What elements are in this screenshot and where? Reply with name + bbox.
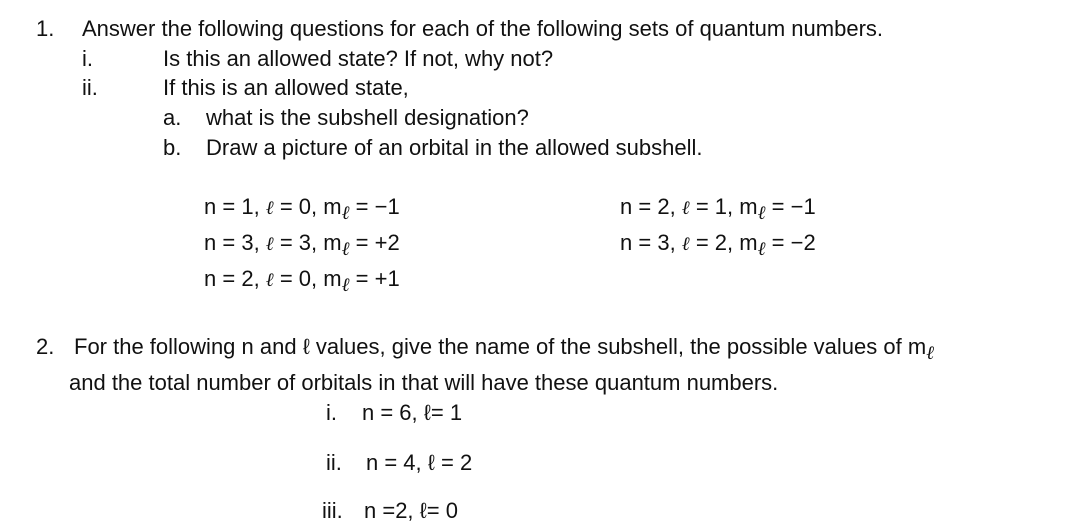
q1-b-text: Draw a picture of an orbital in the allowed subshell. [206, 135, 703, 160]
q1-a-marker: a. [163, 105, 182, 130]
q2-number: 2. [36, 334, 55, 359]
quantum-set-2: n = 3, ℓ = 3, $m_\ell = +2$ [204, 230, 400, 260]
q1-a-text: what is the subshell designation? [206, 105, 529, 130]
q2-item-i-marker: i. [326, 400, 337, 425]
q1-b-marker: b. [163, 135, 182, 160]
q1-sub-i-text: Is this an allowed state? If not, why not? [163, 46, 554, 71]
quantum-set-3: n = 2, ℓ = 0, $m_\ell = +1$ [204, 266, 400, 296]
q1-text: Answer the following questions for each of the following sets of quantum numbers. [82, 16, 884, 41]
q2-item-iii-text: n =2, ℓ= 0 [364, 498, 458, 523]
quantum-set-4: n = 2, ℓ = 1, $m_\ell = -1$ [620, 194, 816, 224]
q1-sub-ii-marker: ii. [82, 75, 98, 100]
q2-line1: For the following n and ℓ values, give the name of the subshell, the possible values of $m_\ell$ [74, 334, 935, 364]
q2-item-ii-text: n = 4, ℓ = 2 [366, 450, 473, 475]
q2-item-ii-marker: ii. [326, 450, 342, 475]
q2-line2: and the total number of orbitals in that will have these quantum numbers. [69, 370, 779, 395]
q1-sub-ii-text: If this is an allowed state, [163, 75, 409, 100]
quantum-set-5: n = 3, ℓ = 2, $m_\ell = -2$ [620, 230, 816, 260]
q2-item-i-text: n = 6, ℓ= 1 [362, 400, 463, 425]
q1-number: 1. [36, 16, 55, 41]
q2-item-iii-marker: iii. [322, 498, 343, 523]
quantum-set-1: n = 1, ℓ = 0, $m_\ell = -1$ [204, 194, 400, 224]
q1-sub-i-marker: i. [82, 46, 93, 71]
